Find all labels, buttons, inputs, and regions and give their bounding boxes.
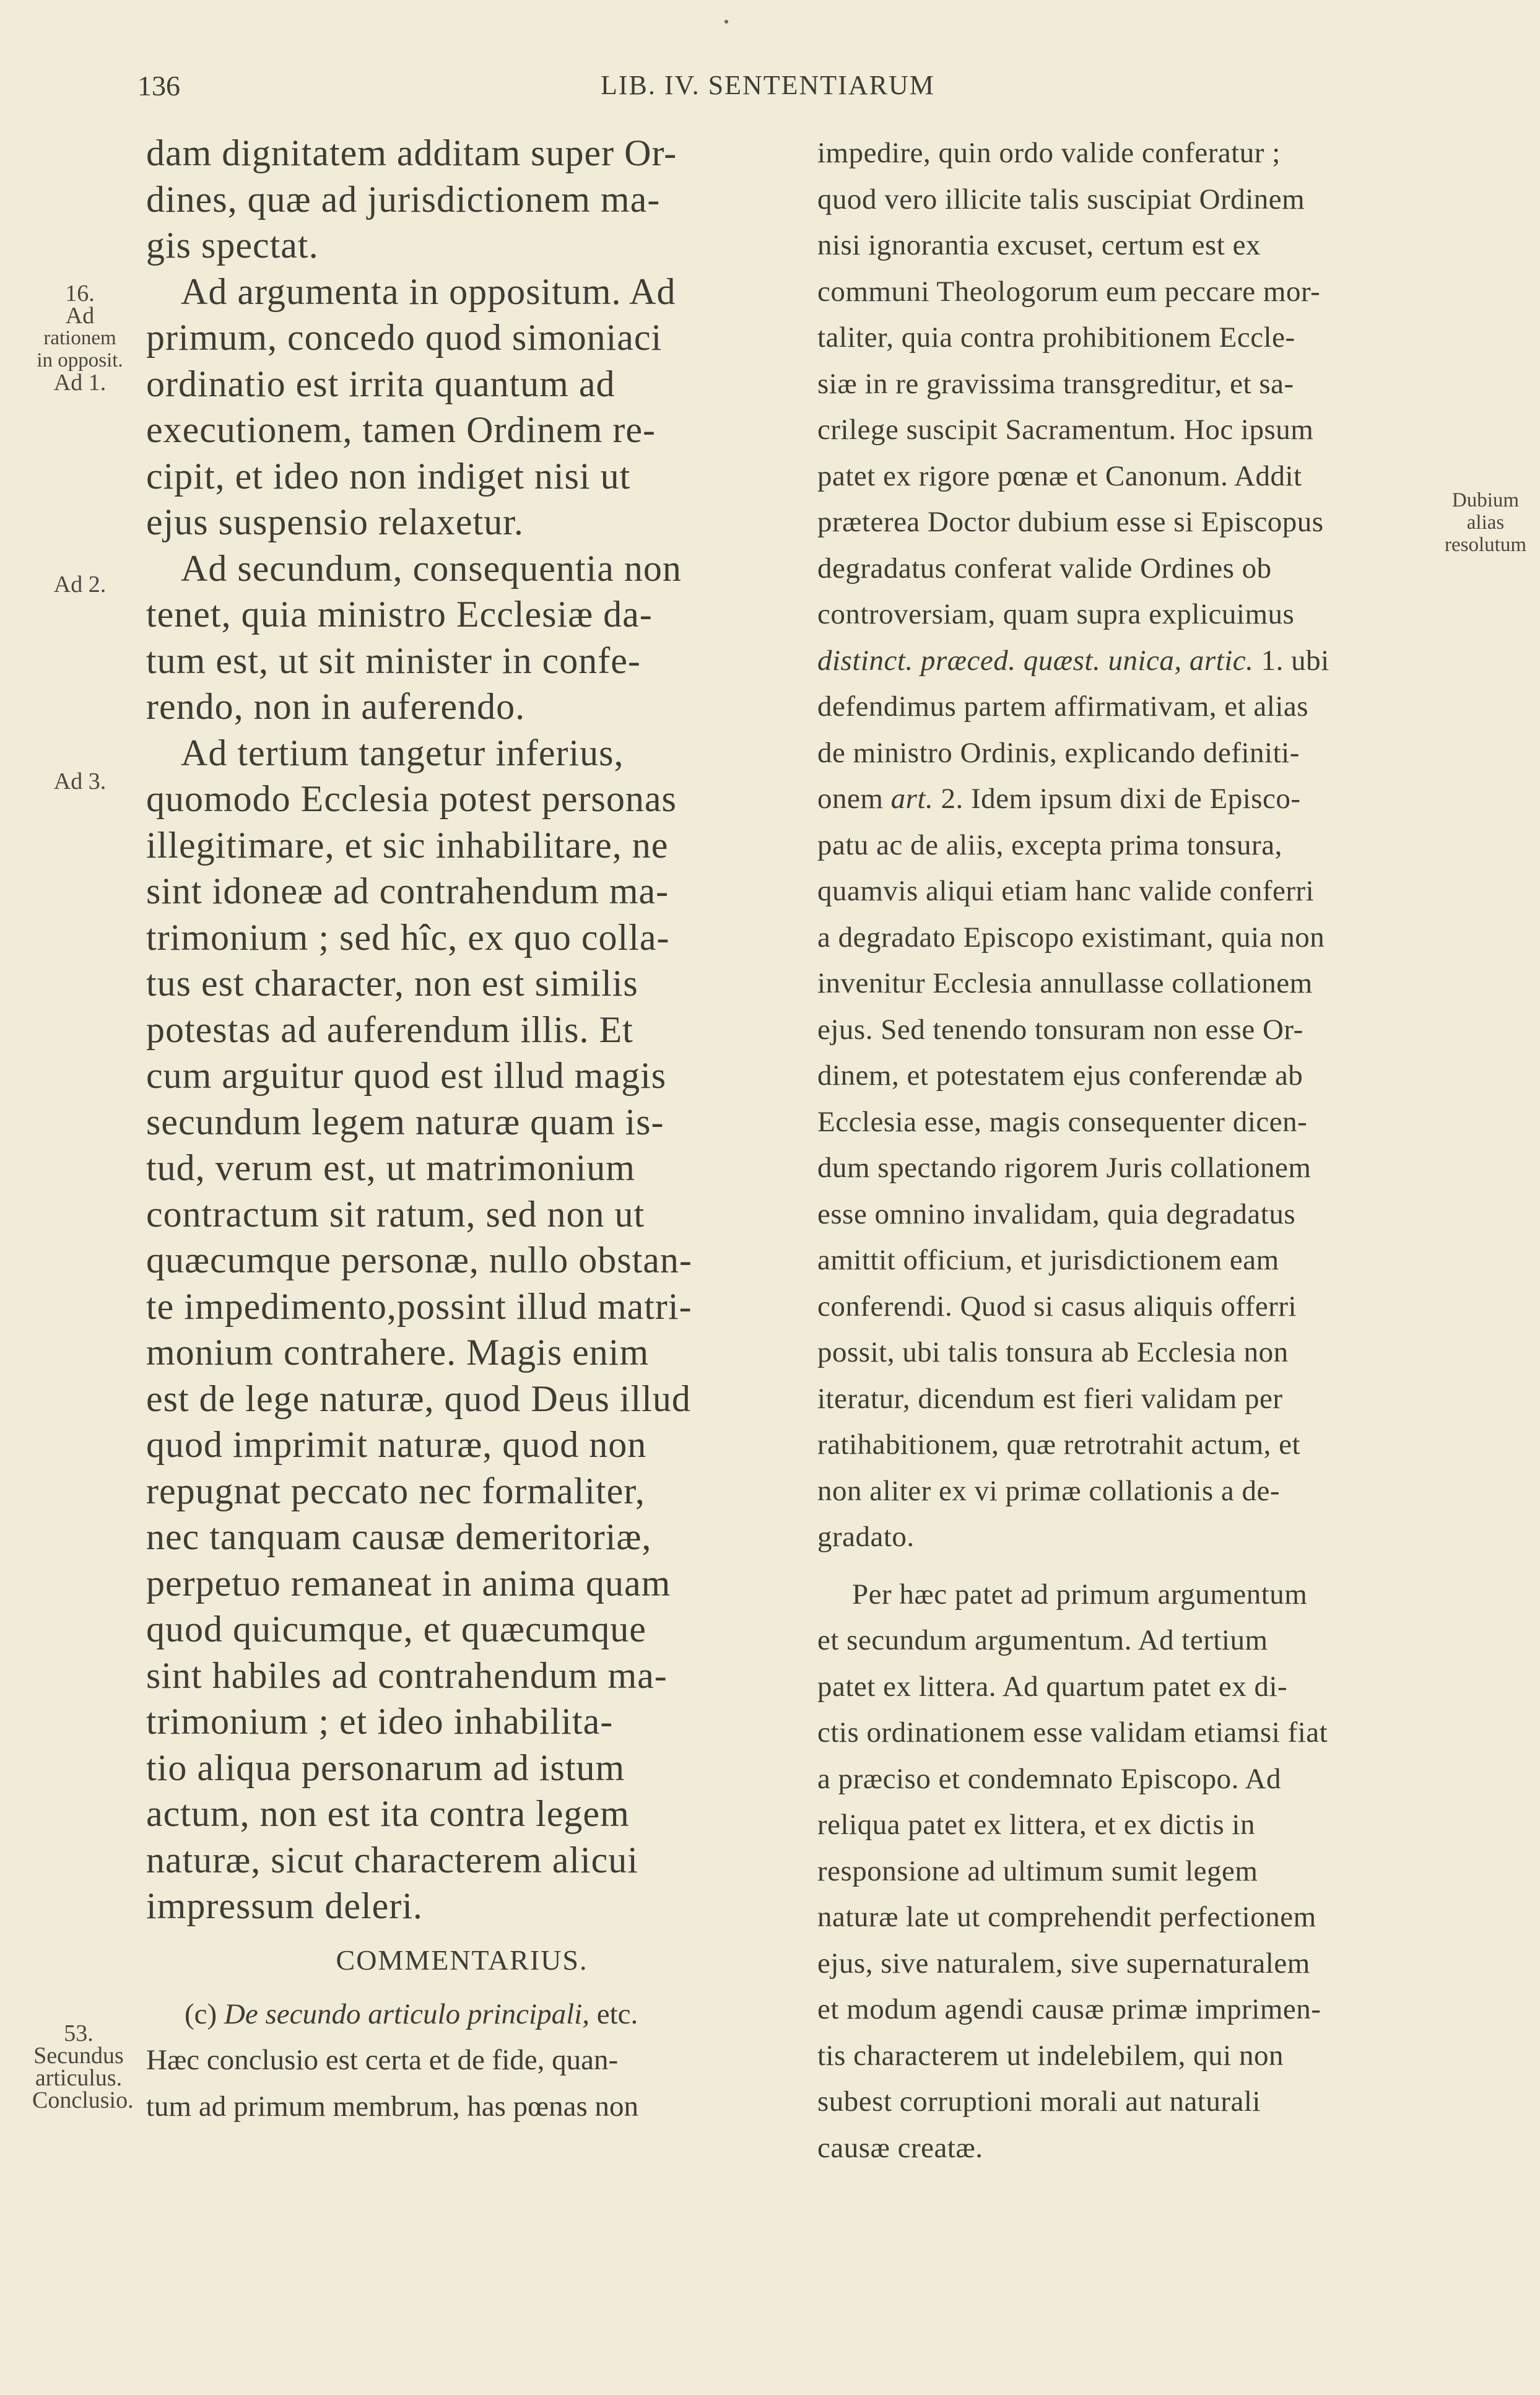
text-line: Hæc conclusio est certa et de fide, quan-: [146, 2044, 619, 2076]
margin-line: Secundus: [33, 2043, 124, 2069]
paragraph-ad-argumenta: [146, 269, 778, 546]
margin-line: in opposit.: [37, 349, 123, 372]
text-line: siæ in re gravissima transgreditur, et sa-: [817, 367, 1294, 400]
text-line: impedire, quin ordo valide conferatur ;: [817, 137, 1281, 169]
margin-line: rationem: [43, 327, 116, 349]
text-line: gis spectat.: [146, 225, 319, 266]
text-line: defendimus partem affirmativam, et alias: [817, 690, 1309, 723]
onem-post: 2. Idem ipsum dixi de Episco-: [933, 783, 1301, 815]
text-line: tio aliqua personarum ad istum: [146, 1747, 625, 1788]
text-line: ejus. Sed tenendo tonsuram non esse Or-: [817, 1013, 1303, 1046]
text-line: taliter, quia contra prohibitionem Eccle-: [817, 321, 1295, 354]
margin-line: Ad: [65, 303, 95, 329]
text-line: tum ad primum membrum, has pœnas non: [146, 2090, 638, 2123]
commentary-italic-title: De secundo articulo principali,: [224, 1997, 589, 2030]
margin-line: Ad 2.: [53, 572, 107, 598]
text-line: Ecclesia esse, magis consequenter dicen-: [817, 1105, 1308, 1138]
text-line: ordinatio est irrita quantum ad: [146, 363, 616, 404]
text-line: et secundum argumentum. Ad tertium: [817, 1624, 1268, 1656]
page-header: [0, 69, 1540, 113]
text-line: Ad secundum, consequentia non: [181, 547, 682, 589]
text-line: ctis ordinationem esse validam etiamsi fiat: [817, 1716, 1328, 1749]
text-line: patet ex rigore pœnæ et Canonum. Addit: [817, 459, 1302, 492]
margin-line: 16.: [65, 280, 95, 306]
text-line: secundum legem naturæ quam is-: [146, 1101, 664, 1142]
margin-note-53: [32, 2020, 134, 2113]
text-line: ejus, sive naturalem, sive supernaturalem: [817, 1947, 1310, 1980]
text-line: possit, ubi talis tonsura ab Ecclesia non: [817, 1336, 1289, 1368]
text-line: invenitur Ecclesia annullasse collationem: [817, 967, 1313, 999]
text-line: potestas ad auferendum illis. Et: [146, 1009, 633, 1050]
text-line: dam dignitatem additam super Or-: [146, 133, 677, 173]
italic-reference-line: [817, 638, 1437, 684]
text-line: Ad tertium tangetur inferius,: [181, 732, 624, 773]
text-line: tum est, ut sit minister in confe-: [146, 640, 641, 681]
text-line: Per hæc patet ad primum argumentum: [852, 1578, 1308, 1610]
text-line: primum, concedo quod simoniaci: [146, 317, 663, 358]
commentary-lead-line: [146, 1991, 778, 2038]
margin-note-ad-3: [40, 770, 120, 793]
text-line: quomodo Ecclesia potest personas: [146, 778, 677, 819]
text-line: tis characterem ut indelebilem, qui non: [817, 2039, 1284, 2072]
margin-note-ad-2: [40, 573, 120, 596]
text-line: dines, quæ ad jurisdictionem ma-: [146, 178, 661, 220]
text-line: causæ creatæ.: [817, 2131, 983, 2164]
text-line: nisi ignorantia excuset, certum est ex: [817, 229, 1261, 261]
italic-reference: distinct. præced. quæst. unica, artic.: [817, 644, 1254, 677]
text-line: amittit officium, et jurisdictionem eam: [817, 1244, 1279, 1276]
text-line: ratihabitionem, quæ retrotrahit actum, et: [817, 1428, 1301, 1461]
text-line: trimonium ; sed hîc, ex quo colla-: [146, 916, 670, 958]
running-head: LIB. IV. SENTENTIARUM: [601, 70, 935, 100]
top-ornament-dot: [724, 20, 728, 24]
commentary-lead-tail: etc.: [589, 1997, 638, 2030]
text-line: executionem, tamen Ordinem re-: [146, 409, 656, 450]
text-line: degradatus conferat valide Ordines ob: [817, 552, 1272, 585]
text-line: quæcumque personæ, nullo obstan-: [146, 1240, 692, 1280]
page-number: 136: [137, 70, 180, 102]
text-line: perpetuo remaneat in anima quam: [146, 1562, 671, 1604]
margin-line: alias: [1466, 511, 1505, 534]
margin-line: Ad 3.: [53, 768, 107, 794]
text-line: actum, non est ita contra legem: [146, 1793, 630, 1834]
paragraph-ad-secundum: [146, 546, 778, 730]
text-line: et modum agendi causæ primæ imprimen-: [817, 1993, 1321, 2025]
text-line: est de lege naturæ, quod Deus illud: [146, 1378, 691, 1419]
text-line: tenet, quia ministro Ecclesiæ da-: [146, 594, 653, 635]
paragraph-gap: [817, 1560, 1437, 1571]
margin-line: resolutum: [1445, 534, 1526, 556]
text-line: impressum deleri.: [146, 1885, 423, 1926]
text-line: conferendi. Quod si casus aliquis offerri: [817, 1290, 1297, 1323]
commentary-heading: COMMENTARIUS.: [336, 1944, 588, 1976]
left-column: [146, 130, 778, 2129]
text-line: illegitimare, et sic inhabilitare, ne: [146, 824, 669, 866]
text-line: trimonium ; et ideo inhabilita-: [146, 1701, 614, 1742]
text-line: naturæ, sicut characterem alicui: [146, 1839, 638, 1880]
commentary-label: (c): [185, 1997, 217, 2030]
text-line: subest corruptioni morali aut naturali: [817, 2085, 1261, 2118]
text-line: a degradato Episcopo existimant, quia non: [817, 921, 1325, 954]
art-italic: art.: [890, 783, 934, 815]
text-line: crilege suscipit Sacramentum. Hoc ipsum: [817, 414, 1314, 446]
margin-line: Ad 1.: [53, 370, 107, 396]
margin-note-dubium: [1433, 489, 1538, 556]
text-line: quod quicumque, et quæcumque: [146, 1609, 646, 1650]
text-line: dum spectando rigorem Juris collationem: [817, 1152, 1312, 1184]
text-line: contractum sit ratum, sed non ut: [146, 1193, 645, 1235]
text-line: communi Theologorum eum peccare mor-: [817, 275, 1321, 308]
reference-tail: 1. ubi: [1253, 644, 1329, 677]
text-line: monium contrahere. Magis enim: [146, 1332, 650, 1373]
text-line: reliqua patet ex littera, et ex dictis in: [817, 1809, 1255, 1841]
text-line: naturæ late ut comprehendit perfectionem: [817, 1901, 1316, 1933]
text-line: cum arguitur quod est illud magis: [146, 1055, 667, 1096]
text-line: non aliter ex vi primæ collationis a de-: [817, 1474, 1281, 1507]
margin-line: articulus.: [35, 2065, 123, 2091]
text-line: patet ex littera. Ad quartum patet ex di-: [817, 1670, 1288, 1703]
text-line: quod imprimit naturæ, quod non: [146, 1424, 647, 1465]
text-line: repugnat peccato nec formaliter,: [146, 1470, 645, 1511]
text-line: a præciso et condemnato Episcopo. Ad: [817, 1762, 1281, 1795]
text-line: dinem, et potestatem ejus conferendæ ab: [817, 1059, 1303, 1092]
text-line: quamvis aliqui etiam hanc valide conferri: [817, 875, 1315, 907]
text-line: gradato.: [817, 1521, 915, 1553]
text-line: tus est character, non est similis: [146, 963, 638, 1004]
text-line: esse omnino invalidam, quia degradatus: [817, 1198, 1296, 1230]
text-line: ejus suspensio relaxetur.: [146, 502, 524, 542]
text-line: iteratur, dicendum est fieri validam per: [817, 1382, 1283, 1415]
right-column: [817, 130, 1437, 2171]
text-line: rendo, non in auferendo.: [146, 686, 526, 727]
text-line: sint habiles ad contrahendum ma-: [146, 1654, 668, 1696]
text-line: Ad argumenta in oppositum. Ad: [181, 271, 676, 312]
text-line: te impedimento,possint illud matri-: [146, 1285, 692, 1327]
text-line: quod vero illicite talis suscipiat Ordinem: [817, 183, 1305, 215]
text-line: nec tanquam causæ demeritoriæ,: [146, 1516, 652, 1557]
text-line: de ministro Ordinis, explicando definiti-: [817, 736, 1300, 769]
paragraph-dignitatem: [146, 130, 778, 269]
margin-note-16: [33, 282, 126, 394]
margin-line: Dubium: [1451, 489, 1520, 511]
margin-line: 53.: [64, 2020, 94, 2046]
text-line: cipit, et ideo non indiget nisi ut: [146, 455, 631, 497]
text-line: controversiam, quam supra explicuimus: [817, 598, 1295, 630]
text-line: tud, verum est, ut matrimonium: [146, 1147, 635, 1188]
commentary-paragraph: [146, 1991, 778, 2130]
margin-line: Conclusio.: [32, 2087, 134, 2113]
text-line: responsione ad ultimum sumit legem: [817, 1854, 1258, 1887]
onem-pre: onem: [817, 783, 891, 815]
art-reference-line: [817, 776, 1437, 822]
text-line: patu ac de aliis, excepta prima tonsura,: [817, 828, 1282, 861]
text-line: præterea Doctor dubium esse si Episcopus: [817, 506, 1324, 538]
paragraph-ad-tertium: [146, 730, 778, 1929]
text-line: sint idoneæ ad contrahendum ma-: [146, 871, 669, 911]
